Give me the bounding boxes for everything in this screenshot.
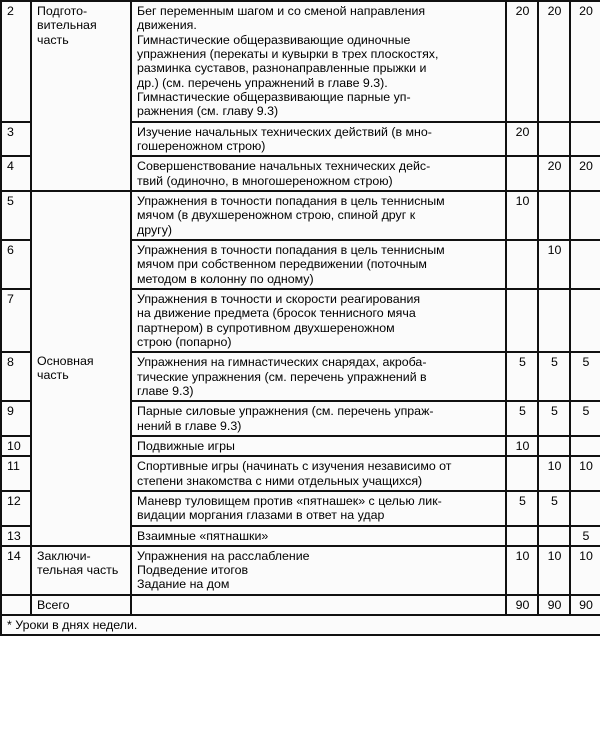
day3-minutes <box>570 191 600 240</box>
desc-line: Упражнения в точности и скорости реагирования <box>137 291 421 306</box>
desc-line: степени знакомства с ними отдельных учащихся) <box>137 473 423 488</box>
part-line: часть <box>37 32 69 47</box>
day3-minutes: 5 <box>570 352 600 401</box>
row-description <box>131 401 506 436</box>
row-description <box>131 456 506 491</box>
desc-line: движения. <box>137 18 197 33</box>
row-number: 2 <box>1 1 31 122</box>
day3-minutes: 20 <box>570 156 600 191</box>
row-number: 6 <box>1 240 31 289</box>
desc-line: нений в главе 9.3) <box>137 418 242 433</box>
day3-minutes: 10 <box>570 546 600 595</box>
day1-minutes: 5 <box>506 491 538 526</box>
row-description <box>131 546 506 595</box>
total-description <box>131 595 506 615</box>
desc-line: Задание на дом <box>137 577 230 592</box>
desc-line: Совершенствование начальных технических дейс- <box>137 159 431 174</box>
total-day3: 90 <box>570 595 600 615</box>
day2-minutes <box>538 122 570 157</box>
day3-minutes <box>570 240 600 289</box>
desc-line: Упражнения в точности попадания в цель теннисным <box>137 193 445 208</box>
desc-line: Упражнения на гимнастических снарядах, акроба- <box>137 355 427 370</box>
desc-line: разминка суставов, разнонаправленные прыжки и <box>137 61 427 76</box>
row-description <box>131 122 506 157</box>
part-line: Подгото- <box>37 4 88 18</box>
desc-line: Гимнастические общеразвивающие парные уп- <box>137 89 411 104</box>
part-line: тельная <box>37 563 84 578</box>
day1-minutes <box>506 526 538 546</box>
day1-minutes: 5 <box>506 401 538 436</box>
row-number: 3 <box>1 122 31 157</box>
row-number: 5 <box>1 191 31 240</box>
part-line: часть <box>86 563 119 578</box>
day1-minutes: 10 <box>506 546 538 595</box>
day1-minutes <box>506 240 538 289</box>
row-number: 13 <box>1 526 31 546</box>
desc-line: мячом при собственном передвижении (поточным <box>137 257 427 272</box>
row-number: 9 <box>1 401 31 436</box>
table-row <box>1 191 600 240</box>
desc-line: партнером) в супротивном двухшереножном <box>137 320 395 335</box>
table-row <box>1 1 600 122</box>
total-day1: 90 <box>506 595 538 615</box>
day3-minutes: 5 <box>570 401 600 436</box>
desc-line: др.) (см. перечень упражнений в главе 9.3). <box>137 75 388 90</box>
row-description <box>131 436 506 456</box>
total-label: Всего <box>31 595 131 615</box>
row-number: 11 <box>1 456 31 491</box>
day3-minutes <box>570 436 600 456</box>
desc-line: ражнения (см. главу 9.3) <box>137 104 279 119</box>
row-number: 4 <box>1 156 31 191</box>
desc-line: Взаимные «пятнашки» <box>137 528 269 543</box>
table-footnote-row <box>1 615 600 635</box>
row-description <box>131 289 506 352</box>
day3-minutes: 20 <box>570 1 600 122</box>
desc-line: Подвижные игры <box>137 438 235 453</box>
day1-minutes <box>506 456 538 491</box>
desc-line: Спортивные игры (начинать с изучения независимо от <box>137 459 452 474</box>
desc-line: Бег переменным шагом и со сменой направления <box>137 4 426 18</box>
desc-line: тические упражнения (см. перечень упражнений в <box>137 369 427 384</box>
day2-minutes: 20 <box>538 1 570 122</box>
day2-minutes <box>538 436 570 456</box>
lesson-part-main <box>31 191 131 546</box>
desc-line: Парные силовые упражнения (см. перечень упраж- <box>137 404 434 419</box>
desc-line: главе 9.3) <box>137 383 194 398</box>
desc-line: Гимнастические общеразвивающие одиночные <box>137 32 411 47</box>
row-description <box>131 191 506 240</box>
desc-line: Маневр туловищем против «пятнашек» с целью лик- <box>137 493 442 508</box>
desc-line: упражнения (перекаты и кувырки в трех плоскостях, <box>137 46 439 61</box>
row-description <box>131 156 506 191</box>
row-number: 8 <box>1 352 31 401</box>
day2-minutes <box>538 526 570 546</box>
day3-minutes: 10 <box>570 456 600 491</box>
desc-line: на движение предмета (бросок теннисного мяча <box>137 306 416 321</box>
desc-line: гошереножном строю) <box>137 138 266 153</box>
day2-minutes: 10 <box>538 546 570 595</box>
row-description <box>131 491 506 526</box>
day1-minutes <box>506 289 538 352</box>
desc-line: Подведение итогов <box>137 563 249 578</box>
desc-line: Изучение начальных технических действий (в мно- <box>137 124 432 139</box>
desc-line: строю (попарно) <box>137 334 232 349</box>
desc-line: Упражнения в точности попадания в цель теннисным <box>137 242 445 257</box>
part-line: Основная <box>37 354 94 369</box>
row-description <box>131 526 506 546</box>
row-description <box>131 240 506 289</box>
total-day2: 90 <box>538 595 570 615</box>
desc-line: мячом (в двухшереножном строю, спиной друг к <box>137 208 416 223</box>
part-line: часть <box>37 368 69 383</box>
table-row <box>1 546 600 595</box>
row-number: 7 <box>1 289 31 352</box>
day2-minutes: 10 <box>538 240 570 289</box>
day2-minutes: 20 <box>538 156 570 191</box>
desc-line: Упражнения на расслабление <box>137 548 310 563</box>
table-total-row <box>1 595 600 615</box>
day2-minutes: 5 <box>538 352 570 401</box>
footnote: * Уроки в днях недели. <box>1 615 600 635</box>
day2-minutes: 5 <box>538 491 570 526</box>
row-number: 10 <box>1 436 31 456</box>
day1-minutes: 20 <box>506 122 538 157</box>
day1-minutes <box>506 156 538 191</box>
lesson-part-preparatory <box>31 1 131 191</box>
day1-minutes: 10 <box>506 191 538 240</box>
desc-line: твий (одиночно, в многошереножном строю) <box>137 173 393 188</box>
day1-minutes: 5 <box>506 352 538 401</box>
day1-minutes: 10 <box>506 436 538 456</box>
desc-line: видации моргания глазами в ответ на удар <box>137 508 385 523</box>
total-row-number <box>1 595 31 615</box>
day2-minutes: 5 <box>538 401 570 436</box>
day3-minutes <box>570 289 600 352</box>
part-line: вительная <box>37 18 97 33</box>
row-description <box>131 352 506 401</box>
desc-line: методом в колонну по одному) <box>137 271 314 286</box>
row-number: 14 <box>1 546 31 595</box>
day3-minutes: 5 <box>570 526 600 546</box>
day2-minutes <box>538 191 570 240</box>
part-line: Заключи- <box>37 548 91 563</box>
day3-minutes <box>570 122 600 157</box>
day2-minutes: 10 <box>538 456 570 491</box>
lesson-part-final <box>31 546 131 595</box>
row-number: 12 <box>1 491 31 526</box>
day2-minutes <box>538 289 570 352</box>
row-description <box>131 1 506 122</box>
day3-minutes <box>570 491 600 526</box>
day1-minutes: 20 <box>506 1 538 122</box>
desc-line: другу) <box>137 222 173 237</box>
